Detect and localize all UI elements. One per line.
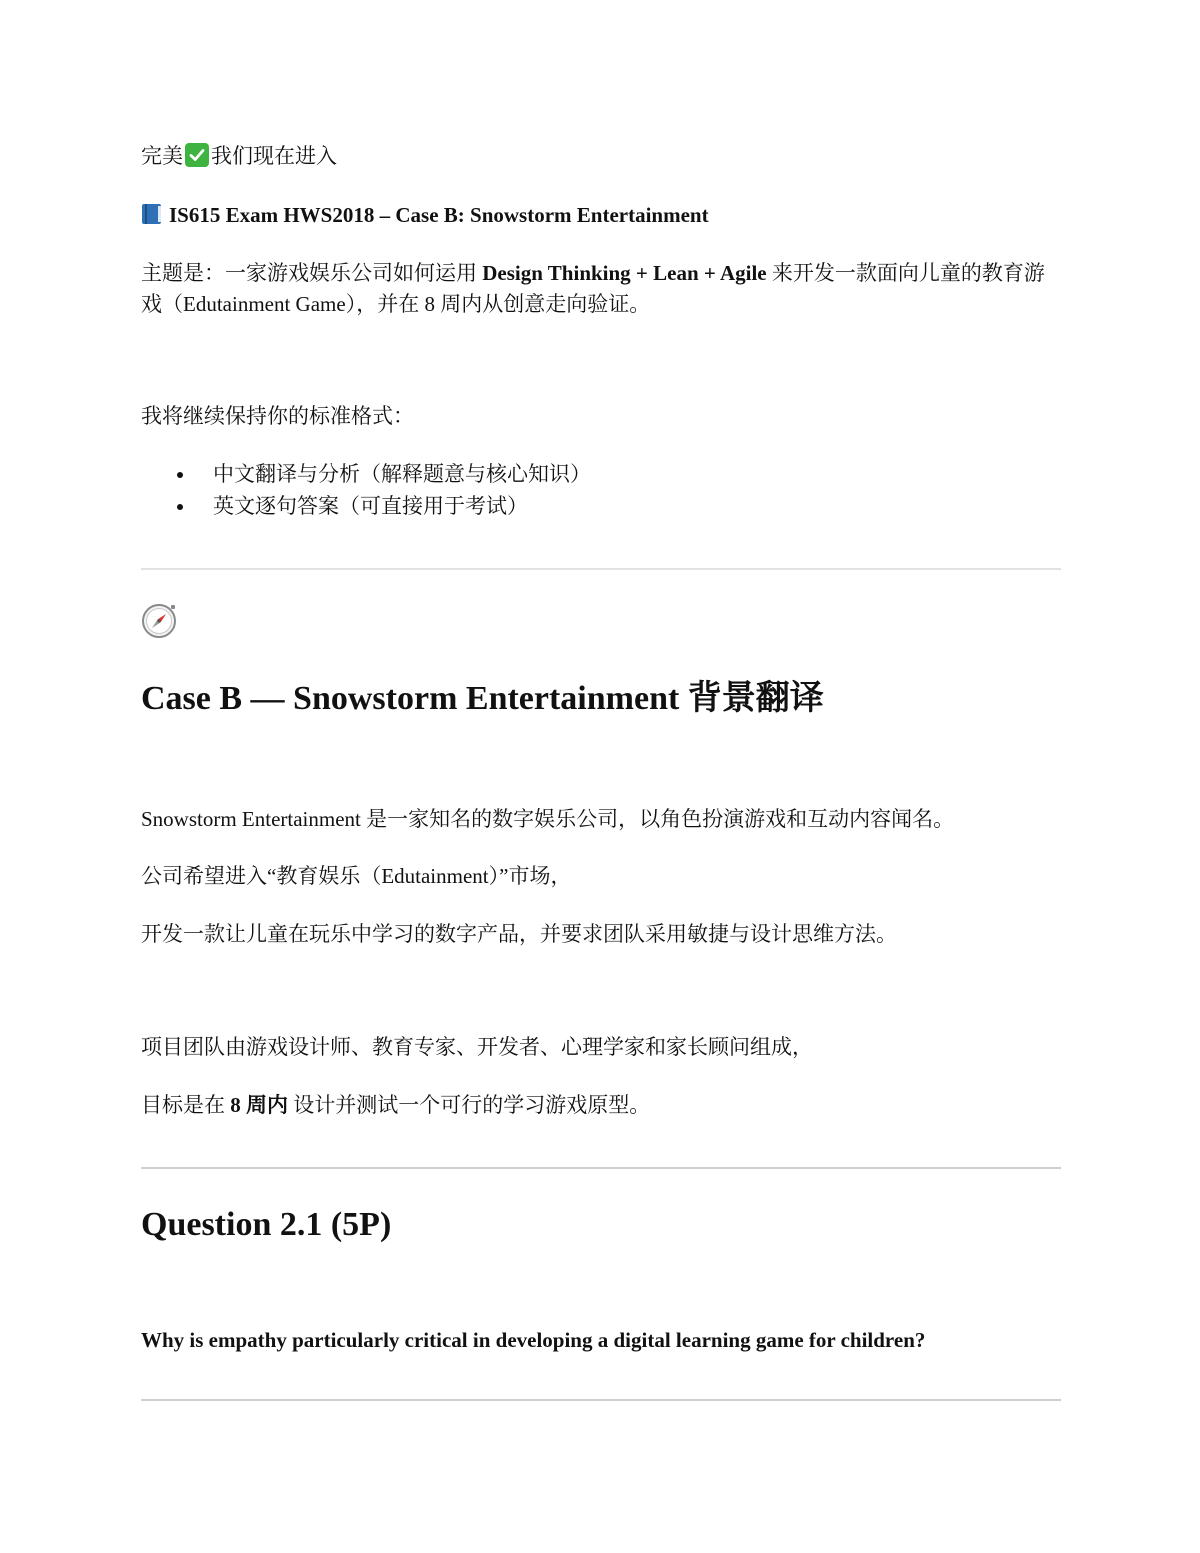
background-paragraph: 开发一款让儿童在玩乐中学习的数字产品，并要求团队采用敏捷与设计思维方法。 [141,922,897,946]
check-mark-icon [185,143,209,167]
question-heading: Question 2.1 (5P) [141,1206,392,1243]
divider [141,1167,1061,1169]
divider [141,1399,1061,1401]
background-paragraph [141,1090,650,1120]
goal-suffix: 设计并测试一个可行的学习游戏原型。 [288,1093,651,1117]
divider [141,568,1061,570]
intro-line [141,141,337,171]
background-paragraph: 公司希望进入“教育娱乐（Edutainment）”市场， [141,864,572,888]
question-text: Why is empathy particularly critical in developing a digital learning game for children? [141,1328,926,1352]
format-list-item: 中文翻译与分析（解释题意与核心知识） [141,458,591,490]
document-page [141,0,1061,1553]
compass-icon [141,603,177,639]
format-intro: 我将继续保持你的标准格式： [141,404,414,428]
topic-paragraph [141,258,1061,320]
topic-suffix: 来开发一款面向儿童的教育游戏（Edutainment Game），并在 8 周内从创意走向验证。 [141,261,1045,316]
topic-methods: Design Thinking + Lean + Agile [482,261,767,285]
format-list [141,458,591,522]
background-paragraph: Snowstorm Entertainment 是一家知名的数字娱乐公司，以角色扮演游戏和互动内容闻名。 [141,807,955,831]
book-icon [141,202,163,226]
doc-title [141,200,709,230]
doc-title-text: IS615 Exam HWS2018 – Case B: Snowstorm Entertainment [169,203,709,227]
intro-text-after: 我们现在进入 [211,144,337,168]
format-list-item: 英文逐句答案（可直接用于考试） [141,490,591,522]
topic-prefix: 主题是：一家游戏娱乐公司如何运用 [141,261,483,285]
goal-prefix: 目标是在 [141,1093,231,1117]
intro-text-before: 完美 [141,144,183,168]
goal-duration: 8 周内 [230,1093,288,1117]
background-paragraph: 项目团队由游戏设计师、教育专家、开发者、心理学家和家长顾问组成， [141,1035,813,1059]
case-heading: Case B — Snowstorm Entertainment 背景翻译 [141,680,824,717]
